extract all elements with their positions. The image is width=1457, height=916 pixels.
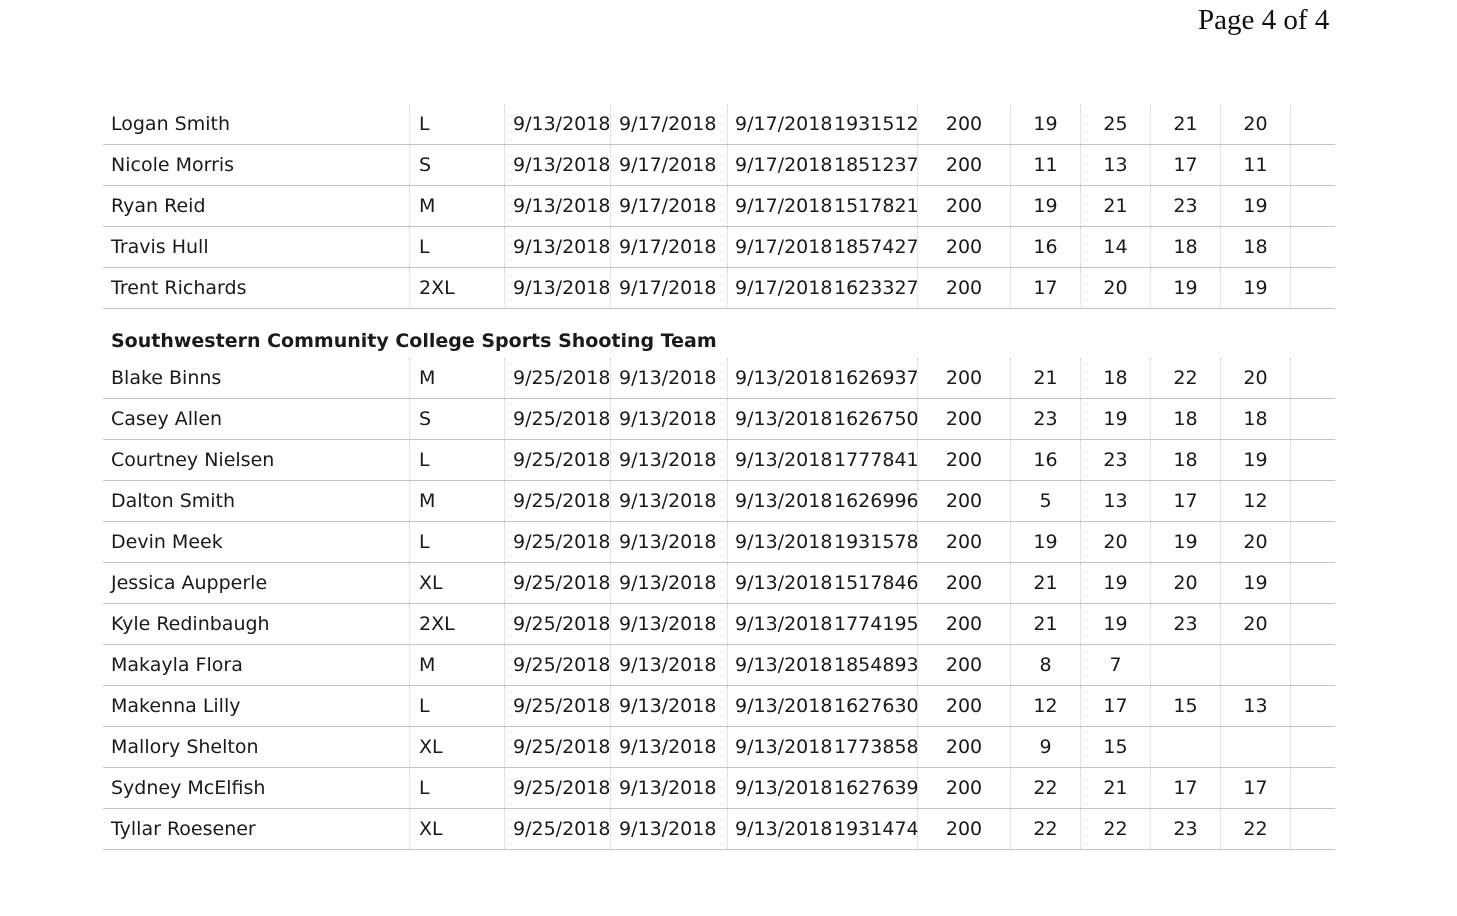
score-cell-4: 18 xyxy=(1220,399,1290,439)
date-cell-3: 9/13/2018 xyxy=(727,399,831,439)
score-cell-4: 17 xyxy=(1220,768,1290,808)
score-cell-3: 23 xyxy=(1150,809,1220,849)
empty-trailing-cell xyxy=(1290,186,1335,226)
empty-trailing-cell xyxy=(1290,481,1335,521)
date-cell-3: 9/13/2018 xyxy=(727,358,831,398)
section-header-row xyxy=(103,309,1335,358)
target-count-cell: 200 xyxy=(917,727,1010,767)
empty-trailing-cell xyxy=(1290,727,1335,767)
date-cell-2: 9/17/2018 xyxy=(610,145,727,185)
date-cell-3: 9/17/2018 xyxy=(727,227,831,267)
page-number: Page 4 of 4 xyxy=(1198,4,1330,36)
athlete-name-cell: Logan Smith xyxy=(111,113,231,135)
score-cell-3: 21 xyxy=(1150,104,1220,144)
id-number-cell: 1626750 xyxy=(834,408,919,430)
score-cell-3: 15 xyxy=(1150,686,1220,726)
date-cell-3: 9/13/2018 xyxy=(727,604,831,644)
score-cell-4: 19 xyxy=(1220,440,1290,480)
date-cell-2: 9/13/2018 xyxy=(610,686,727,726)
score-cell-2: 13 xyxy=(1080,145,1150,185)
empty-trailing-cell xyxy=(1290,522,1335,562)
date-cell-3: 9/17/2018 xyxy=(727,104,831,144)
shirt-size-cell: XL xyxy=(409,809,504,849)
athlete-name-cell: Nicole Morris xyxy=(111,154,235,176)
athlete-name-cell: Travis Hull xyxy=(111,236,209,258)
date-cell-1: 9/25/2018 xyxy=(504,727,610,767)
score-cell-2: 25 xyxy=(1080,104,1150,144)
shirt-size-cell: S xyxy=(409,145,504,185)
date-cell-1: 9/13/2018 xyxy=(504,104,610,144)
date-cell-2: 9/13/2018 xyxy=(610,563,727,603)
table-row xyxy=(103,481,1335,522)
date-cell-1: 9/25/2018 xyxy=(504,358,610,398)
id-number-cell: 1517821 xyxy=(834,195,919,217)
date-cell-1: 9/25/2018 xyxy=(504,604,610,644)
id-number-cell: 1517846 xyxy=(834,572,919,594)
empty-trailing-cell xyxy=(1290,440,1335,480)
score-cell-4: 20 xyxy=(1220,604,1290,644)
date-cell-1: 9/25/2018 xyxy=(504,522,610,562)
section-title: Southwestern Community College Sports Shooting Team xyxy=(111,330,717,352)
empty-trailing-cell xyxy=(1290,686,1335,726)
score-cell-4 xyxy=(1220,645,1290,685)
score-cell-4: 11 xyxy=(1220,145,1290,185)
table-row xyxy=(103,809,1335,850)
shirt-size-cell: L xyxy=(409,686,504,726)
score-cell-1: 22 xyxy=(1010,768,1080,808)
athlete-name-cell: Jessica Aupperle xyxy=(111,572,268,594)
target-count-cell: 200 xyxy=(917,227,1010,267)
score-cell-4: 22 xyxy=(1220,809,1290,849)
score-cell-3: 19 xyxy=(1150,268,1220,308)
shirt-size-cell: XL xyxy=(409,563,504,603)
target-count-cell: 200 xyxy=(917,809,1010,849)
score-cell-3: 23 xyxy=(1150,604,1220,644)
target-count-cell: 200 xyxy=(917,481,1010,521)
date-cell-1: 9/13/2018 xyxy=(504,227,610,267)
score-cell-2: 20 xyxy=(1080,268,1150,308)
score-cell-3: 19 xyxy=(1150,522,1220,562)
table-row xyxy=(103,104,1335,145)
date-cell-3: 9/13/2018 xyxy=(727,522,831,562)
score-cell-2: 19 xyxy=(1080,563,1150,603)
id-number-cell: 1626996 xyxy=(834,490,919,512)
date-cell-1: 9/25/2018 xyxy=(504,481,610,521)
date-cell-2: 9/13/2018 xyxy=(610,440,727,480)
score-cell-2: 18 xyxy=(1080,358,1150,398)
shirt-size-cell: M xyxy=(409,645,504,685)
athlete-name-cell: Blake Binns xyxy=(111,367,222,389)
table-row xyxy=(103,399,1335,440)
shirt-size-cell: L xyxy=(409,440,504,480)
target-count-cell: 200 xyxy=(917,604,1010,644)
roster-group-two xyxy=(103,358,1335,850)
score-cell-4: 19 xyxy=(1220,563,1290,603)
date-cell-1: 9/25/2018 xyxy=(504,399,610,439)
empty-trailing-cell xyxy=(1290,358,1335,398)
id-number-cell: 1774195 xyxy=(834,613,919,635)
table-row xyxy=(103,645,1335,686)
shirt-size-cell: M xyxy=(409,186,504,226)
athlete-name-cell: Casey Allen xyxy=(111,408,223,430)
empty-trailing-cell xyxy=(1290,645,1335,685)
score-cell-2: 17 xyxy=(1080,686,1150,726)
score-cell-1: 17 xyxy=(1010,268,1080,308)
athlete-name-cell: Dalton Smith xyxy=(111,490,236,512)
table-row xyxy=(103,358,1335,399)
table-row xyxy=(103,186,1335,227)
date-cell-1: 9/13/2018 xyxy=(504,268,610,308)
date-cell-2: 9/13/2018 xyxy=(610,481,727,521)
date-cell-1: 9/25/2018 xyxy=(504,645,610,685)
table-row xyxy=(103,145,1335,186)
date-cell-2: 9/13/2018 xyxy=(610,522,727,562)
date-cell-2: 9/13/2018 xyxy=(610,645,727,685)
table-row xyxy=(103,563,1335,604)
score-cell-1: 16 xyxy=(1010,227,1080,267)
date-cell-3: 9/13/2018 xyxy=(727,440,831,480)
score-cell-2: 15 xyxy=(1080,727,1150,767)
date-cell-1: 9/13/2018 xyxy=(504,186,610,226)
empty-trailing-cell xyxy=(1290,227,1335,267)
date-cell-3: 9/13/2018 xyxy=(727,481,831,521)
score-cell-1: 12 xyxy=(1010,686,1080,726)
score-cell-2: 13 xyxy=(1080,481,1150,521)
score-cell-3: 23 xyxy=(1150,186,1220,226)
score-cell-2: 21 xyxy=(1080,186,1150,226)
score-cell-4: 20 xyxy=(1220,358,1290,398)
id-number-cell: 1857427 xyxy=(834,236,919,258)
date-cell-1: 9/25/2018 xyxy=(504,440,610,480)
score-cell-2: 19 xyxy=(1080,399,1150,439)
score-cell-1: 19 xyxy=(1010,186,1080,226)
score-cell-1: 19 xyxy=(1010,522,1080,562)
score-cell-1: 23 xyxy=(1010,399,1080,439)
score-cell-1: 11 xyxy=(1010,145,1080,185)
date-cell-3: 9/13/2018 xyxy=(727,727,831,767)
shirt-size-cell: S xyxy=(409,399,504,439)
score-cell-2: 14 xyxy=(1080,227,1150,267)
id-number-cell: 1931578 xyxy=(834,531,919,553)
date-cell-2: 9/13/2018 xyxy=(610,399,727,439)
score-cell-3: 17 xyxy=(1150,768,1220,808)
date-cell-3: 9/17/2018 xyxy=(727,268,831,308)
empty-trailing-cell xyxy=(1290,104,1335,144)
shirt-size-cell: L xyxy=(409,104,504,144)
target-count-cell: 200 xyxy=(917,186,1010,226)
id-number-cell: 1777841 xyxy=(834,449,919,471)
score-cell-1: 9 xyxy=(1010,727,1080,767)
date-cell-1: 9/25/2018 xyxy=(504,768,610,808)
target-count-cell: 200 xyxy=(917,399,1010,439)
table-row xyxy=(103,768,1335,809)
shirt-size-cell: L xyxy=(409,227,504,267)
date-cell-3: 9/17/2018 xyxy=(727,186,831,226)
score-cell-1: 19 xyxy=(1010,104,1080,144)
table-row xyxy=(103,727,1335,768)
athlete-name-cell: Mallory Shelton xyxy=(111,736,259,758)
table-row xyxy=(103,268,1335,309)
date-cell-3: 9/13/2018 xyxy=(727,645,831,685)
table-row xyxy=(103,686,1335,727)
date-cell-2: 9/13/2018 xyxy=(610,604,727,644)
target-count-cell: 200 xyxy=(917,145,1010,185)
score-cell-3: 22 xyxy=(1150,358,1220,398)
id-number-cell: 1627630 xyxy=(834,695,919,717)
score-cell-3: 18 xyxy=(1150,227,1220,267)
table-row xyxy=(103,440,1335,481)
score-cell-1: 21 xyxy=(1010,358,1080,398)
score-cell-4: 12 xyxy=(1220,481,1290,521)
empty-trailing-cell xyxy=(1290,768,1335,808)
score-cell-2: 21 xyxy=(1080,768,1150,808)
date-cell-3: 9/17/2018 xyxy=(727,145,831,185)
target-count-cell: 200 xyxy=(917,268,1010,308)
date-cell-2: 9/13/2018 xyxy=(610,768,727,808)
target-count-cell: 200 xyxy=(917,645,1010,685)
score-cell-1: 22 xyxy=(1010,809,1080,849)
athlete-name-cell: Makayla Flora xyxy=(111,654,243,676)
score-cell-3: 17 xyxy=(1150,481,1220,521)
empty-trailing-cell xyxy=(1290,399,1335,439)
empty-trailing-cell xyxy=(1290,604,1335,644)
target-count-cell: 200 xyxy=(917,358,1010,398)
score-cell-3: 18 xyxy=(1150,440,1220,480)
target-count-cell: 200 xyxy=(917,563,1010,603)
empty-trailing-cell xyxy=(1290,145,1335,185)
date-cell-1: 9/13/2018 xyxy=(504,145,610,185)
date-cell-3: 9/13/2018 xyxy=(727,563,831,603)
id-number-cell: 1627639 xyxy=(834,777,919,799)
date-cell-2: 9/17/2018 xyxy=(610,227,727,267)
athlete-name-cell: Courtney Nielsen xyxy=(111,449,275,471)
date-cell-2: 9/13/2018 xyxy=(610,727,727,767)
score-cell-4: 20 xyxy=(1220,522,1290,562)
score-cell-4: 13 xyxy=(1220,686,1290,726)
date-cell-2: 9/17/2018 xyxy=(610,186,727,226)
date-cell-3: 9/13/2018 xyxy=(727,809,831,849)
shirt-size-cell: 2XL xyxy=(409,604,504,644)
score-cell-3: 20 xyxy=(1150,563,1220,603)
shirt-size-cell: 2XL xyxy=(409,268,504,308)
table-row xyxy=(103,227,1335,268)
score-cell-1: 21 xyxy=(1010,563,1080,603)
score-cell-4: 18 xyxy=(1220,227,1290,267)
shirt-size-cell: L xyxy=(409,522,504,562)
table-row xyxy=(103,604,1335,645)
id-number-cell: 1773858 xyxy=(834,736,919,758)
athlete-name-cell: Sydney McElfish xyxy=(111,777,266,799)
score-cell-1: 21 xyxy=(1010,604,1080,644)
target-count-cell: 200 xyxy=(917,440,1010,480)
date-cell-2: 9/13/2018 xyxy=(610,358,727,398)
score-cell-3 xyxy=(1150,645,1220,685)
date-cell-2: 9/17/2018 xyxy=(610,268,727,308)
date-cell-1: 9/25/2018 xyxy=(504,563,610,603)
empty-trailing-cell xyxy=(1290,268,1335,308)
athlete-name-cell: Trent Richards xyxy=(111,277,247,299)
id-number-cell: 1626937 xyxy=(834,367,919,389)
score-cell-4: 20 xyxy=(1220,104,1290,144)
table-row xyxy=(103,522,1335,563)
date-cell-3: 9/13/2018 xyxy=(727,768,831,808)
score-cell-3 xyxy=(1150,727,1220,767)
date-cell-1: 9/25/2018 xyxy=(504,686,610,726)
id-number-cell: 1623327 xyxy=(834,277,919,299)
score-cell-3: 17 xyxy=(1150,145,1220,185)
empty-trailing-cell xyxy=(1290,563,1335,603)
score-cell-4: 19 xyxy=(1220,186,1290,226)
target-count-cell: 200 xyxy=(917,104,1010,144)
id-number-cell: 1851237 xyxy=(834,154,919,176)
id-number-cell: 1854893 xyxy=(834,654,919,676)
score-cell-1: 5 xyxy=(1010,481,1080,521)
date-cell-3: 9/13/2018 xyxy=(727,686,831,726)
score-cell-1: 16 xyxy=(1010,440,1080,480)
score-cell-2: 7 xyxy=(1080,645,1150,685)
date-cell-2: 9/17/2018 xyxy=(610,104,727,144)
date-cell-2: 9/13/2018 xyxy=(610,809,727,849)
athlete-name-cell: Devin Meek xyxy=(111,531,223,553)
score-cell-1: 8 xyxy=(1010,645,1080,685)
athlete-name-cell: Ryan Reid xyxy=(111,195,206,217)
target-count-cell: 200 xyxy=(917,768,1010,808)
empty-trailing-cell xyxy=(1290,809,1335,849)
score-cell-4 xyxy=(1220,727,1290,767)
roster-table xyxy=(103,104,1335,850)
target-count-cell: 200 xyxy=(917,686,1010,726)
score-cell-2: 23 xyxy=(1080,440,1150,480)
athlete-name-cell: Tyllar Roesener xyxy=(111,818,256,840)
roster-group-one xyxy=(103,104,1335,309)
shirt-size-cell: L xyxy=(409,768,504,808)
athlete-name-cell: Kyle Redinbaugh xyxy=(111,613,270,635)
shirt-size-cell: XL xyxy=(409,727,504,767)
id-number-cell: 1931474 xyxy=(834,818,919,840)
score-cell-2: 20 xyxy=(1080,522,1150,562)
shirt-size-cell: M xyxy=(409,481,504,521)
target-count-cell: 200 xyxy=(917,522,1010,562)
score-cell-3: 18 xyxy=(1150,399,1220,439)
date-cell-1: 9/25/2018 xyxy=(504,809,610,849)
athlete-name-cell: Makenna Lilly xyxy=(111,695,241,717)
id-number-cell: 1931512 xyxy=(834,113,919,135)
score-cell-2: 22 xyxy=(1080,809,1150,849)
shirt-size-cell: M xyxy=(409,358,504,398)
score-cell-4: 19 xyxy=(1220,268,1290,308)
score-cell-2: 19 xyxy=(1080,604,1150,644)
